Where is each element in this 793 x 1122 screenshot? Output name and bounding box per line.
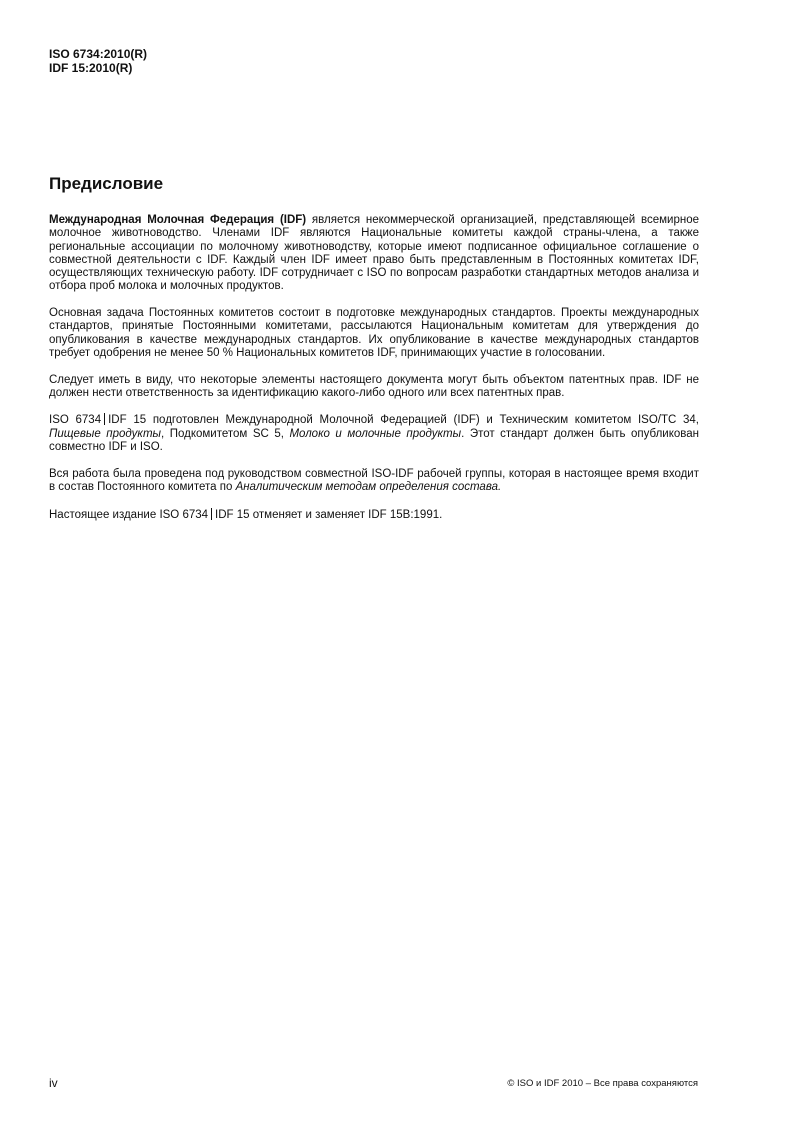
paragraph-6 xyxy=(49,508,699,522)
paragraph-4 xyxy=(49,413,699,454)
page-number: iv xyxy=(49,1076,58,1090)
p6-part-a: Настоящее издание ISO 6734 xyxy=(49,508,209,521)
paragraph-1-text: является некоммерческой организацией, представляющей всемирное молочное животноводство. Членами IDF являются Национальные комитеты каждой страны-члена, а также региональные ассоциации по молочному животноводству, которые имеют подписанное официальное соглашение о совместной деятельности с IDF. Каждый член IDF имеет право быть представленным в Постоянных комитетах IDF, осуществляющих техническую работу. IDF сотрудничает с ISO по вопросам разработки стандартных методов анализа и отбора проб молока и молочных продуктов. xyxy=(49,214,699,293)
p6-part-b: IDF 15 отменяет и заменяет IDF 15B:1991. xyxy=(215,508,443,521)
p4-italic-food: Пищевые продукты xyxy=(49,427,161,440)
p4-part-d: , Подкомитетом SC 5, xyxy=(161,427,290,440)
iso-identifier: ISO 6734:2010(R) xyxy=(49,47,148,61)
paragraph-1 xyxy=(49,214,699,294)
document-identifier xyxy=(49,47,147,75)
p5-italic-methods: Аналитическим методам определения состава. xyxy=(235,480,502,493)
p5-part-a: Вся работа была проведена под руководством совместной ISO-IDF рабочей группы, которая в настоящее время входит в состав Постоянного комитета по xyxy=(49,467,699,493)
idf-identifier: IDF 15:2010(R) xyxy=(49,61,133,75)
separator-bar xyxy=(104,413,105,425)
copyright-notice: © ISO и IDF 2010 – Все права сохраняются xyxy=(507,1078,698,1089)
paragraph-2: Основная задача Постоянных комитетов состоит в подготовке международных стандартов. Проекты международных стандартов, принятые Постоянными комитетами, рассылаются Национальным комитетам для утверждения до опубликования в качестве международных стандартов. Их опубликование в качестве международных стандартов требует одобрения не менее 50 % Национальных комитетов IDF, принимающих участие в голосовании. xyxy=(49,307,699,359)
p4-part-a: ISO 6734 xyxy=(49,414,102,427)
separator-bar xyxy=(211,508,212,520)
p4-part-f: . Этот стандарт должен быть опубликован совместно IDF и ISO. xyxy=(49,427,699,454)
paragraph-3: Следует иметь в виду, что некоторые элементы настоящего документа могут быть объектом патентных прав. IDF не должен нести ответственность за идентификацию какого-либо одного или всех патентных прав. xyxy=(49,373,699,399)
foreword-body xyxy=(49,214,699,535)
section-title: Предисловие xyxy=(49,174,164,193)
paragraph-5 xyxy=(49,468,699,495)
p4-italic-milk: Молоко и молочные продукты xyxy=(289,427,462,440)
idf-name-bold: Международная Молочная Федерация (IDF) xyxy=(49,214,307,226)
p4-part-b: IDF 15 подготовлен Международной Молочной Федерацией (IDF) и Техническим комитетом ISO/TC 34, xyxy=(108,414,700,427)
